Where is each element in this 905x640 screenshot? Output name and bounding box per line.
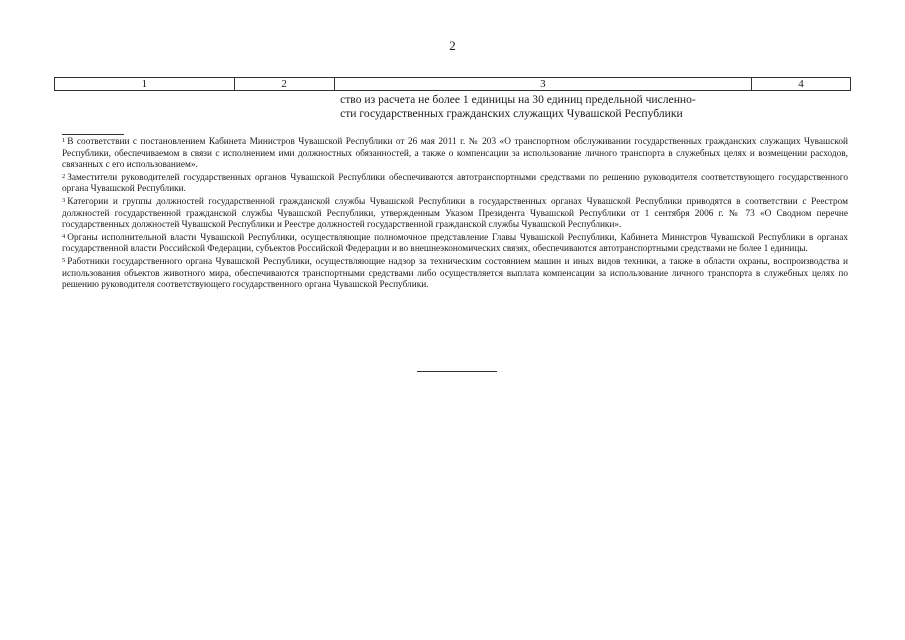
footnote-mark: 3	[62, 196, 66, 204]
footnote-mark: 5	[62, 256, 66, 264]
footnote-text: В соответствии с постановлением Кабинета Министров Чувашской Республики от 26 мая 2011 г. № 203 «О транспортном обслуживании государственных гражданских служащих Чувашской Республики, обеспечиваемом в связи с исполнением ими должностных обязанностей, а также о компенсации за использование личного транспорта в служебных целях и возмещении расходов, связанных с его использованием».	[62, 137, 848, 171]
continuation-table	[54, 77, 851, 121]
end-separator	[417, 371, 497, 372]
footnote-text: Работники государственного органа Чувашской Республики, осуществляющие надзор за техническим состоянием машин и иных видов техники, а также в области охраны, воспроизводства и использования объектов животного мира, обеспечиваются транспортными средствами либо осуществляется выплата компенсации за использование личного транспорта в служебных целях по решению руководителя соответствующего государственного органа Чувашской Республики.	[62, 256, 848, 291]
footnote-3	[62, 197, 848, 232]
column-header-4: 4	[752, 78, 851, 91]
footnote-text: Заместители руководителей государственных органов Чувашской Республики обеспечиваются автотранспортными средствами по решению руководителя соответствующего государственного органа Чувашской Республики.	[62, 172, 848, 195]
table-cell-1	[55, 91, 235, 122]
column-header-3: 3	[334, 78, 752, 91]
footnote-text: Органы исполнительной власти Чувашской Республики, осуществляющие полномочное представление Главы Чувашской Республики, Кабинета Министров Чувашской Республики в органах государственной власти Российской Федерации, субъектов Российской Федерации и во внешнеэкономических связях, обеспечиваются автотранспортными средствами не более 1 единицы.	[62, 232, 848, 255]
table-header-row	[55, 78, 851, 91]
page-number: 2	[449, 38, 456, 53]
table-cell-3	[334, 91, 752, 122]
footnote-1	[62, 137, 848, 172]
footnote-mark: 2	[62, 172, 66, 180]
continuation-line-2: сти государственных гражданских служащих Чувашской Республики	[340, 107, 683, 120]
column-header-1: 1	[55, 78, 235, 91]
table-cell-2	[234, 91, 334, 122]
footnote-mark: 1	[62, 137, 66, 144]
continuation-text	[334, 91, 752, 121]
footnote-2	[62, 173, 848, 196]
column-header-2: 2	[234, 78, 334, 91]
footnote-mark: 4	[62, 232, 66, 240]
table-row	[55, 91, 851, 122]
continuation-line-1: ство из расчета не более 1 единицы на 30 единиц предельной численно-	[340, 93, 696, 106]
footnote-text: Категории и группы должностей государственной гражданской службы Чувашской Республики в государственных органах Чувашской Республики приводятся в соответствии с Реестром должностей государственной гражданской службы Чувашской Республики, утвержденным Указом Президента Чувашской Республики от 1 сентября 2006 г. № 73 «О Сводном перечне государственных должностей Чувашской Республики и Реестре должностей государственной гражданской службы Чувашской Республики».	[62, 196, 848, 231]
table-cell-4	[752, 91, 851, 122]
footnote-separator	[62, 134, 124, 135]
footnotes	[62, 137, 848, 293]
footnote-5	[62, 257, 848, 292]
footnote-4	[62, 233, 848, 256]
